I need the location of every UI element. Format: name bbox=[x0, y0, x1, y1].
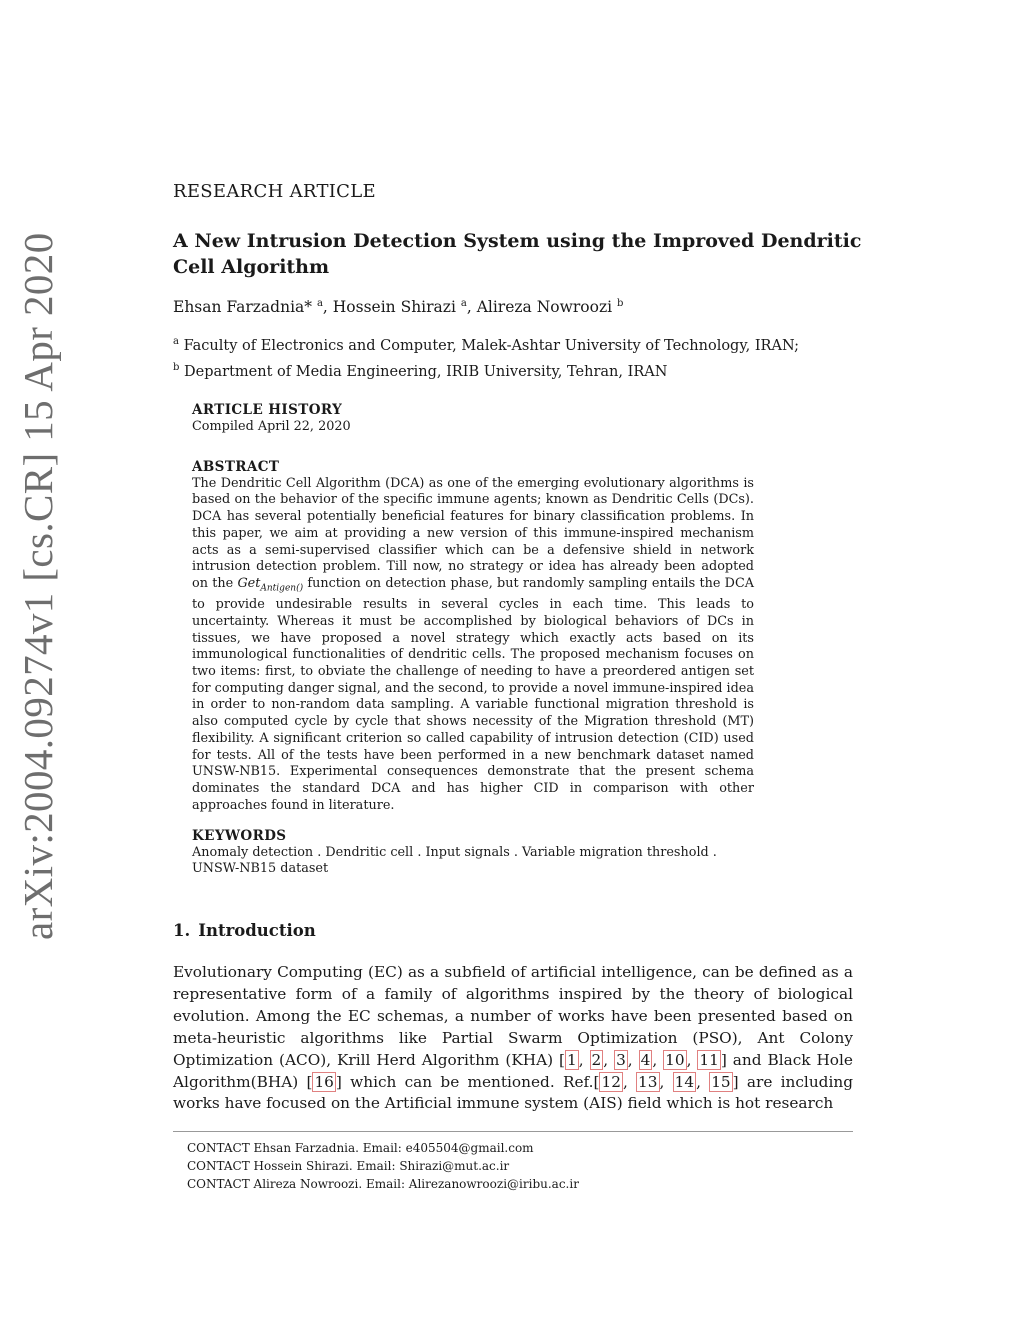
citation-link[interactable]: 1 bbox=[567, 1050, 577, 1069]
citation-group: 1 , 2 , 3 , 4 , 10 , 11 bbox=[567, 1050, 719, 1069]
keywords-heading: KEYWORDS bbox=[192, 828, 287, 844]
citation-link[interactable]: 10 bbox=[665, 1050, 685, 1069]
section-heading bbox=[173, 921, 324, 940]
footnotes bbox=[187, 1139, 579, 1193]
citation-link[interactable]: 15 bbox=[711, 1072, 731, 1091]
abstract-text-part: function on detection phase, but randomly sampling entails the DCA to provide undesirable results in several cycles in each time. This leads to uncertainty. Whereas it must be accomplished by biological behaviors of DCs in tissues, we have proposed a novel strategy which exactly acts based on its immunological functionalities of dendritic cells. The proposed mechanism focuses on two items: first, to obviate the challenge of needing to have a preordered antigen set for computing danger signal, and the second, to provide a novel immune-inspired idea in order to non-random data sampling. A variable functional migration threshold is also computed cycle by cycle that shows necessity of the Migration threshold (MT) flexibility. A significant criterion so called capability of intrusion detection (CID) used for tests. All of the tests have been performed in a new benchmark dataset named UNSW-NB15. Experimental consequences demonstrate that the present schema dominates the standard DCA and has higher CID in comparison with other approaches found in literature. bbox=[192, 575, 754, 813]
footnote: CONTACT Ehsan Farzadnia. Email: e405504@gmail.com bbox=[187, 1141, 534, 1155]
article-history bbox=[192, 402, 754, 435]
citation-link[interactable]: 13 bbox=[638, 1072, 658, 1091]
affiliations bbox=[173, 331, 873, 383]
introduction-text bbox=[173, 962, 853, 1115]
math-function bbox=[237, 575, 304, 594]
author-list: Ehsan Farzadnia* $^a$, Hossein Shirazi $^a$, Alireza Nowroozi $^b$ bbox=[173, 298, 624, 317]
citation-link[interactable]: 4 bbox=[640, 1050, 651, 1069]
affiliation-mark: b bbox=[173, 361, 180, 373]
affiliation-mark: a bbox=[460, 298, 467, 309]
affiliation-mark: a bbox=[173, 336, 179, 347]
keywords bbox=[192, 828, 754, 878]
citation-link[interactable]: 2 bbox=[591, 1050, 602, 1069]
citation-link[interactable]: 16 bbox=[314, 1072, 334, 1091]
arxiv-stamp: arXiv:2004.09274v1 [cs.CR] 15 Apr 2020 bbox=[15, 232, 61, 940]
body-text: ] are including works have focused on the Artificial immune system (AIS) field which is hot research bbox=[173, 1072, 853, 1113]
footnote-rule bbox=[173, 1131, 853, 1132]
affiliation-mark: a bbox=[316, 298, 323, 309]
affiliation-a bbox=[173, 331, 873, 357]
author-name: Alireza Nowroozi bbox=[476, 298, 613, 317]
footnote: CONTACT Alireza Nowroozi. Email: Alirezanowroozi@iribu.ac.ir bbox=[187, 1177, 579, 1191]
article-type: RESEARCH ARTICLE bbox=[173, 181, 376, 202]
section-number: 1. bbox=[173, 921, 191, 940]
abstract-text-part: The Dendritic Cell Algorithm (DCA) as one of the emerging evolutionary algorithms is based on the behavior of the specific immune agents; known as Dendritic Cells (DCs). DCA has several potentially beneficial features for binary classification problems. In this paper, we aim at providing a new version of this immune-inspired mechanism acts as a semi-supervised classifier which can be a defensive shield in network intrusion detection problem. Till now, no strategy or idea has already been adopted on the bbox=[192, 475, 754, 591]
body-text: Evolutionary Computing (EC) as a subfield of artificial intelligence, can be defined as a representative form of a family of algorithms inspired by the theory of biological evolution. Among the EC schemas, a number of works have been presented based on meta-heuristic algorithms like Partial Swarm Optimization (PSO), Ant Colony Optimization (ACO), Krill Herd Algorithm (KHA) [ bbox=[173, 963, 853, 1069]
author-name: Ehsan Farzadnia* bbox=[173, 298, 313, 317]
body-text: ] which can be mentioned. Ref.[ bbox=[335, 1072, 600, 1091]
history-heading: ARTICLE HISTORY bbox=[192, 402, 343, 418]
keywords-text: Anomaly detection . Dendritic cell . Input signals . Variable migration threshold . UNSW-NB15 dataset bbox=[192, 844, 717, 877]
math-base: Get bbox=[237, 575, 261, 591]
section-title: Introduction bbox=[198, 921, 316, 940]
abstract bbox=[192, 459, 754, 814]
author-name: Hossein Shirazi bbox=[332, 298, 456, 317]
citation-link[interactable]: 12 bbox=[601, 1072, 621, 1091]
affiliation-b bbox=[173, 357, 873, 383]
citation-link[interactable]: 14 bbox=[674, 1072, 695, 1091]
footnote: CONTACT Hossein Shirazi. Email: Shirazi@mut.ac.ir bbox=[187, 1159, 510, 1173]
math-subscript: Antigen() bbox=[260, 583, 304, 594]
abstract-heading: ABSTRACT bbox=[192, 459, 280, 475]
abstract-text bbox=[192, 476, 754, 815]
paper-title: A New Intrusion Detection System using the Improved Dendritic Cell Algorithm bbox=[173, 230, 862, 278]
affiliation-text: Department of Media Engineering, IRIB University, Tehran, IRAN bbox=[184, 363, 668, 380]
citation-link[interactable]: 3 bbox=[616, 1050, 626, 1069]
history-text: Compiled April 22, 2020 bbox=[192, 418, 351, 434]
affiliation-text: Faculty of Electronics and Computer, Malek-Ashtar University of Technology, IRAN; bbox=[183, 337, 799, 354]
citation-link[interactable]: 11 bbox=[699, 1050, 719, 1069]
citation-group: 12 , 13 , 14 , 15 bbox=[601, 1072, 731, 1091]
affiliation-mark: b bbox=[617, 298, 624, 309]
body-text: ] and Black Hole Algorithm(BHA) [ bbox=[173, 1050, 853, 1091]
